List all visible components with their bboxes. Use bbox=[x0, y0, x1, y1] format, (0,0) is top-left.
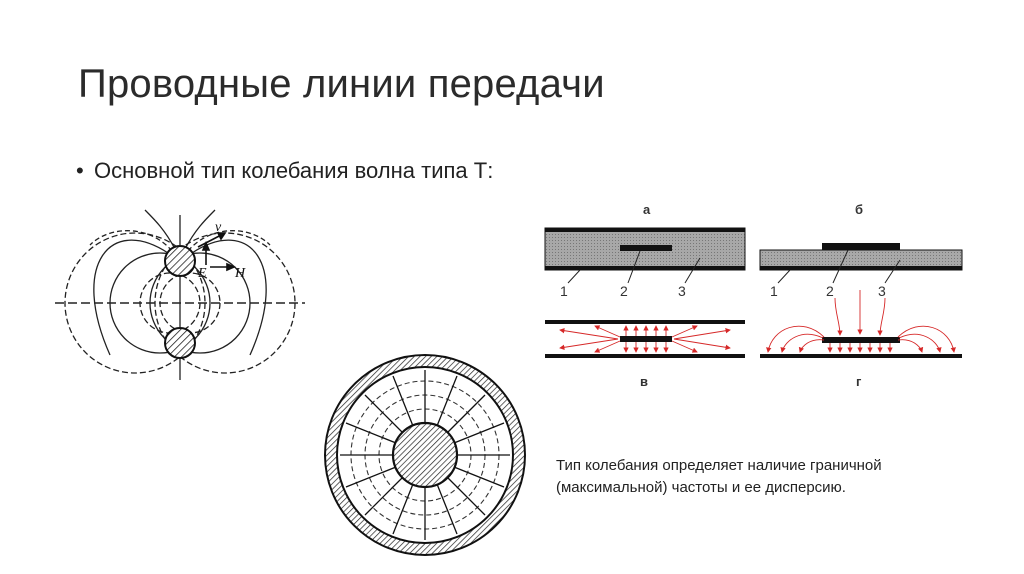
bullet-dot: • bbox=[76, 158, 84, 183]
panel-label-g: г bbox=[856, 374, 862, 389]
coax-cross-section bbox=[322, 352, 528, 558]
upper-wire bbox=[165, 246, 195, 276]
bullet-item bbox=[76, 158, 493, 184]
microstrip-diagram bbox=[540, 198, 965, 398]
panel-label-a: а bbox=[643, 202, 651, 217]
note-text: Тип колебания определяет наличие граничной (максимальной) частоты и ее дисперсию. bbox=[556, 457, 882, 496]
e-label: E bbox=[198, 266, 207, 281]
h-label: H bbox=[235, 266, 246, 281]
bullet-text: Основной тип колебания волна типа Т: bbox=[94, 158, 494, 183]
v-label: v bbox=[215, 220, 222, 235]
panel-label-v: в bbox=[640, 374, 648, 389]
part-number-3b: 3 bbox=[878, 283, 886, 299]
two-wire-field-diagram bbox=[50, 205, 310, 385]
part-number-2b: 2 bbox=[826, 283, 834, 299]
part-number-1a: 1 bbox=[560, 283, 568, 299]
lower-wire bbox=[165, 328, 195, 358]
slide-title: Проводные линии передачи bbox=[78, 62, 605, 106]
part-number-2a: 2 bbox=[620, 283, 628, 299]
part-number-3a: 3 bbox=[678, 283, 686, 299]
inner-conductor bbox=[393, 423, 457, 487]
panel-label-b: б bbox=[855, 202, 864, 217]
part-number-1b: 1 bbox=[770, 283, 778, 299]
